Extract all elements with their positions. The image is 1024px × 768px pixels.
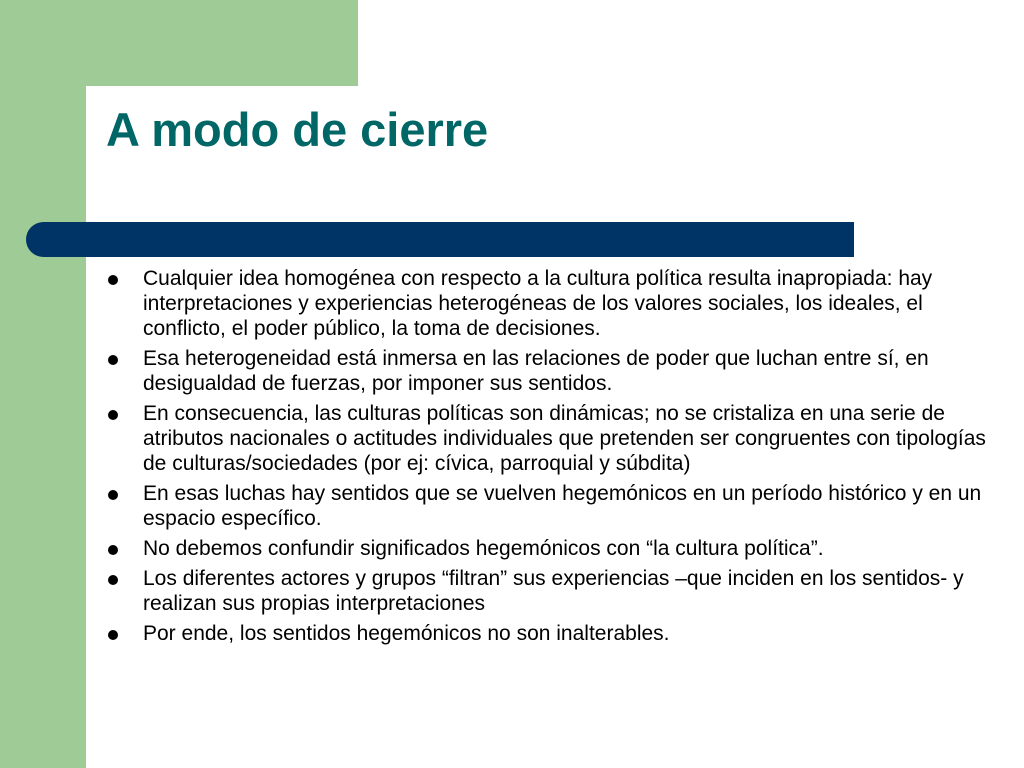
list-item bbox=[104, 621, 1004, 646]
bullet-text: En consecuencia, las culturas políticas son dinámicas; no se cristaliza en una serie de atributos nacionales o actitudes individuales que pretenden ser congruentes con tipologías de culturas/sociedades (por ej: cívica, parroquial y súbdita) bbox=[143, 402, 986, 475]
list-item bbox=[104, 481, 1004, 531]
bullet-text: No debemos confundir significados hegemónicos con “la cultura política”. bbox=[143, 537, 824, 560]
title-underline-bar bbox=[26, 222, 854, 257]
bullet-text: Los diferentes actores y grupos “filtran” sus experiencias –que inciden en los sentidos- y realizan sus propias interpretaciones bbox=[143, 567, 964, 615]
bullet-text: Por ende, los sentidos hegemónicos no son inalterables. bbox=[143, 622, 670, 645]
green-side-band bbox=[0, 0, 86, 768]
bullet-text: Esa heterogeneidad está inmersa en las relaciones de poder que luchan entre sí, en desigualdad de fuerzas, por imponer sus sentidos. bbox=[143, 347, 929, 395]
bullet-icon bbox=[108, 410, 118, 420]
list-item bbox=[104, 536, 1004, 561]
bullet-icon bbox=[108, 275, 118, 285]
bullet-text: En esas luchas hay sentidos que se vuelven hegemónicos en un período histórico y en un espacio específico. bbox=[143, 482, 982, 530]
bullet-icon bbox=[108, 545, 118, 555]
bullet-icon bbox=[108, 630, 118, 640]
bullet-icon bbox=[108, 355, 118, 365]
list-item bbox=[104, 566, 1004, 616]
bullet-list bbox=[104, 266, 1004, 651]
bullet-text: Cualquier idea homogénea con respecto a la cultura política resulta inapropiada: hay interpretaciones y experiencias heterogéneas de los valores sociales, los ideales, el conflicto, el poder público, la toma de decisiones. bbox=[143, 267, 933, 340]
bullet-icon bbox=[108, 575, 118, 585]
list-item bbox=[104, 346, 1004, 396]
bullet-icon bbox=[108, 490, 118, 500]
list-item bbox=[104, 401, 1004, 476]
slide-title: A modo de cierre bbox=[106, 103, 489, 156]
list-item bbox=[104, 266, 1004, 341]
